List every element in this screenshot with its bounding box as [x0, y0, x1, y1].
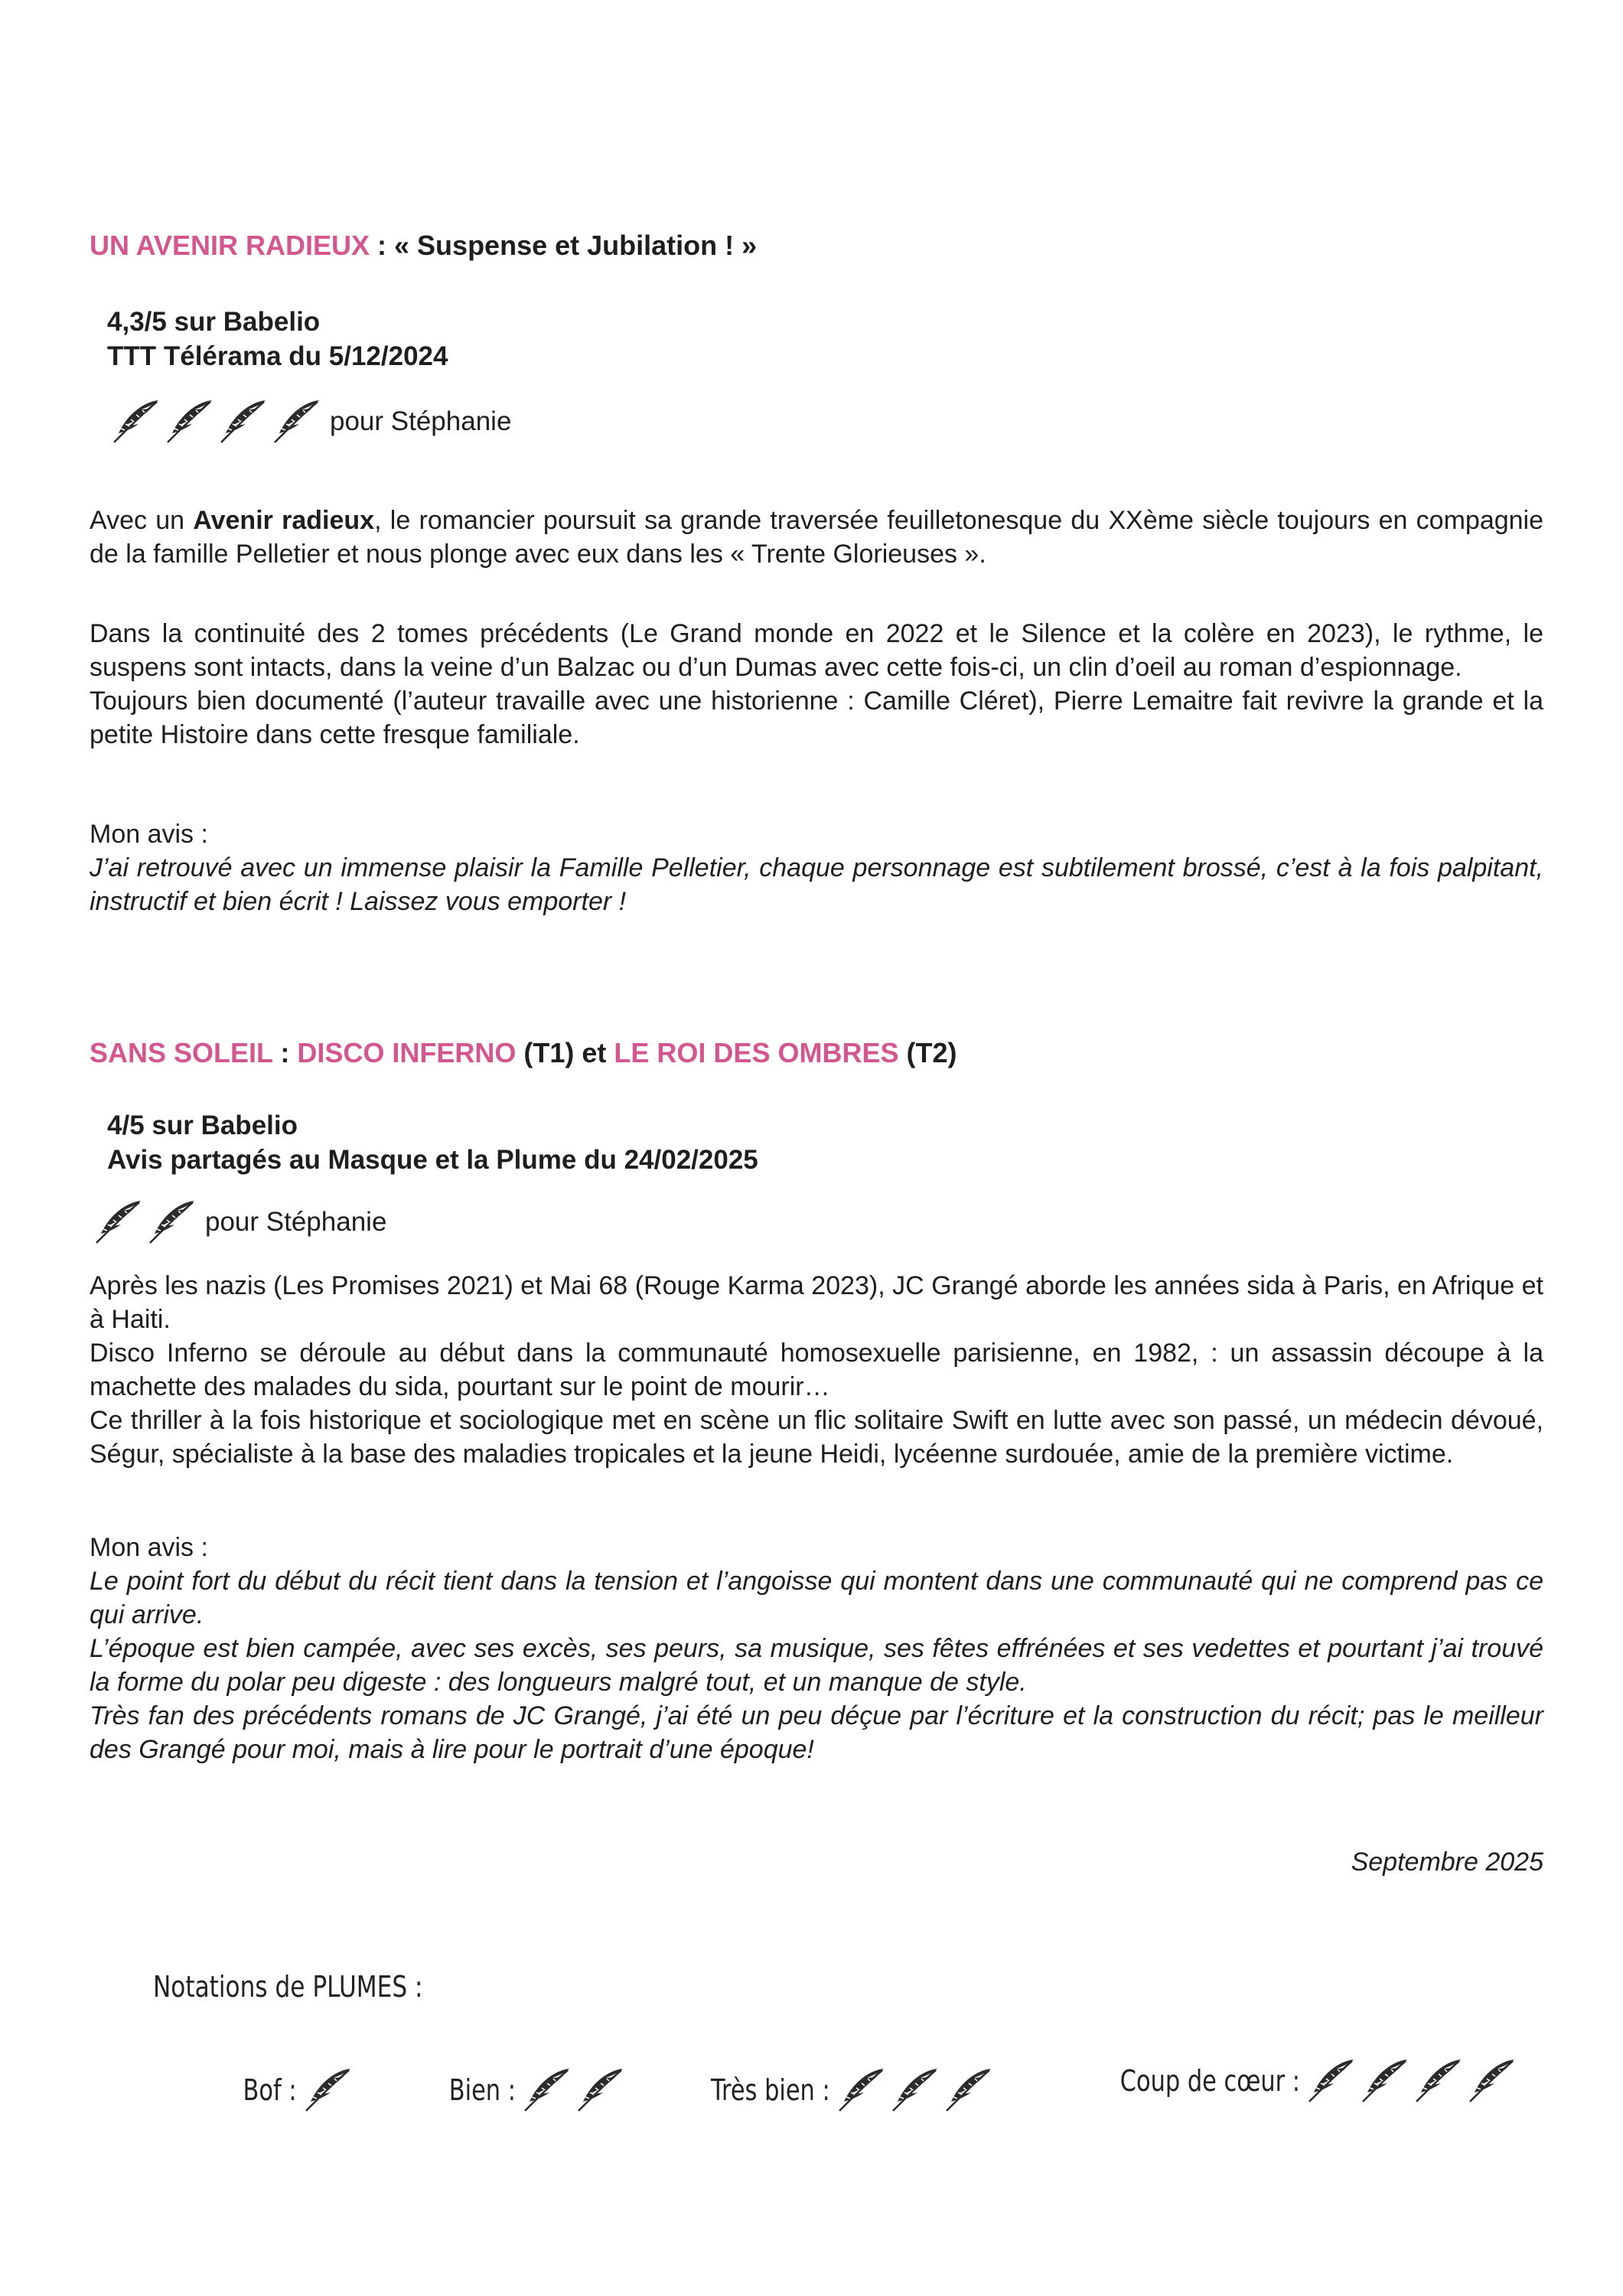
book1-title-rest: : « Suspense et Jubilation ! »	[370, 230, 758, 261]
book1-intro-bold: Avenir radieux	[193, 506, 375, 535]
document-date: Septembre 2025	[1351, 1848, 1543, 1877]
book2-t1: DISCO INFERNO	[297, 1037, 517, 1068]
book2-t2-suffix: (T2)	[898, 1037, 957, 1068]
book2-avis2: L’époque est bien campée, avec ses excès, ses peurs, sa musique, ses fêtes effrénées et ses vedettes et pourtant j’ai trouvé la forme du polar peu digeste : des longueurs malgré tout, et un manque de style.	[90, 1634, 1543, 1697]
feather-icon	[520, 2066, 574, 2114]
book2-para1: Après les nazis (Les Promises 2021) et Mai 68 (Rouge Karma 2023), JC Grangé aborde les années sida à Paris, en Afrique et à Haiti.	[90, 1271, 1543, 1334]
book1-body	[90, 617, 1543, 752]
book2-reviewer: pour Stéphanie	[205, 1207, 387, 1237]
book2-body	[90, 1269, 1543, 1471]
legend-label: Très bien :	[710, 2073, 830, 2107]
feather-icon	[835, 2066, 888, 2114]
book1-intro	[90, 504, 1543, 571]
feather-icon	[301, 2066, 355, 2114]
feather-icon	[92, 1199, 145, 1246]
book1-title-pink: UN AVENIR RADIEUX	[90, 230, 370, 261]
book1-intro-post: , le romancier poursuit sa grande traversée feuilletonesque du XXème siècle toujours en compagnie de la famille Pelletier et nous plonge avec eux dans les « Trente Glorieuses ».	[90, 506, 1544, 569]
feather-icon	[217, 398, 270, 445]
legend-tres-bien	[681, 2066, 996, 2114]
book2-rating: 4/5 sur Babelio	[107, 1110, 298, 1140]
feather-icon	[888, 2066, 942, 2114]
book1-feathers	[109, 398, 511, 445]
book1-title	[90, 230, 1543, 262]
book2-avis	[90, 1531, 1543, 1766]
legend-feathers	[301, 2066, 355, 2114]
book1-press: TTT Télérama du 5/12/2024	[107, 341, 448, 371]
book2-para3: Ce thriller à la fois historique et sociologique met en scène un flic solitaire Swift en lutte avec son passé, un médecin dévoué, Ségur, spécialiste à la base des maladies tropicales et la jeune Heidi, lycéenne surdouée, amie de la première victime.	[90, 1406, 1543, 1469]
book2-t2: LE ROI DES OMBRES	[614, 1037, 899, 1068]
feather-icon	[145, 1199, 199, 1246]
feather-icon	[942, 2066, 996, 2114]
book1-para3: Toujours bien documenté (l’auteur travaille avec une historienne : Camille Cléret), Pierre Lemaitre fait revivre la grande et la petite Histoire dans cette fresque familiale.	[90, 687, 1543, 749]
feather-icon	[1465, 2057, 1519, 2105]
legend-feathers	[1305, 2057, 1519, 2105]
legend-bien	[432, 2066, 627, 2114]
notation-title: Notations de PLUMES :	[153, 1970, 423, 2004]
feather-icon	[163, 398, 217, 445]
feather-icon	[1412, 2057, 1465, 2105]
book1-rating: 4,3/5 sur Babelio	[107, 307, 321, 337]
book2-para2: Disco Inferno se déroule au début dans la communauté homosexuelle parisienne, en 1982, : un assassin découpe à la machette des malades du sida, pourtant sur le point de mourir…	[90, 1339, 1543, 1401]
book1-avis-label: Mon avis :	[90, 820, 208, 849]
legend-feathers	[520, 2066, 627, 2114]
book2-avis1: Le point fort du début du récit tient dans la tension et l’angoisse qui montent dans une communauté qui ne comprend pas ce qui arrive.	[90, 1567, 1543, 1629]
book2-meta	[107, 1108, 1561, 1177]
book1-reviewer: pour Stéphanie	[330, 406, 512, 436]
book2-press: Avis partagés au Masque et la Plume du 24/02/2025	[107, 1145, 758, 1175]
feather-icon	[270, 398, 324, 445]
book2-series: SANS SOLEIL	[90, 1037, 273, 1068]
legend-label: Coup de cœur :	[1119, 2064, 1300, 2098]
book1-intro-pre: Avec un	[90, 506, 194, 535]
book2-sep: :	[272, 1037, 298, 1068]
book2-avis-label: Mon avis :	[90, 1533, 208, 1562]
feather-icon	[109, 398, 163, 445]
feather-icon	[1358, 2057, 1412, 2105]
book2-title	[90, 1037, 1543, 1069]
book2-t1-suffix: (T1) et	[516, 1037, 614, 1068]
book1-meta	[107, 305, 1561, 373]
feather-icon	[1305, 2057, 1358, 2105]
legend-coup-de-coeur	[1075, 2057, 1519, 2105]
feather-icon	[574, 2066, 627, 2114]
book2-avis3: Très fan des précédents romans de JC Grangé, j’ai été un peu déçue par l’écriture et la construction du récit; pas le meilleur des Grangé pour moi, mais à lire pour le portrait d’une époque!	[90, 1701, 1543, 1764]
legend-feathers	[835, 2066, 996, 2114]
legend-bof	[230, 2066, 355, 2114]
book1-para2: Dans la continuité des 2 tomes précédents (Le Grand monde en 2022 et le Silence et la colère en 2023), le rythme, le suspens sont intacts, dans la veine d’un Balzac ou d’un Dumas avec cette fois-ci, un clin d’oeil au roman d’espionnage.	[90, 619, 1543, 682]
legend-label: Bien :	[448, 2073, 516, 2107]
book1-avis-text: J’ai retrouvé avec un immense plaisir la Famille Pelletier, chaque personnage est subtilement brossé, c’est à la fois palpitant, instructif et bien écrit ! Laissez vous emporter !	[90, 853, 1543, 916]
book2-feathers	[92, 1199, 386, 1246]
legend-label: Bof :	[243, 2073, 297, 2107]
book1-avis	[90, 817, 1543, 918]
